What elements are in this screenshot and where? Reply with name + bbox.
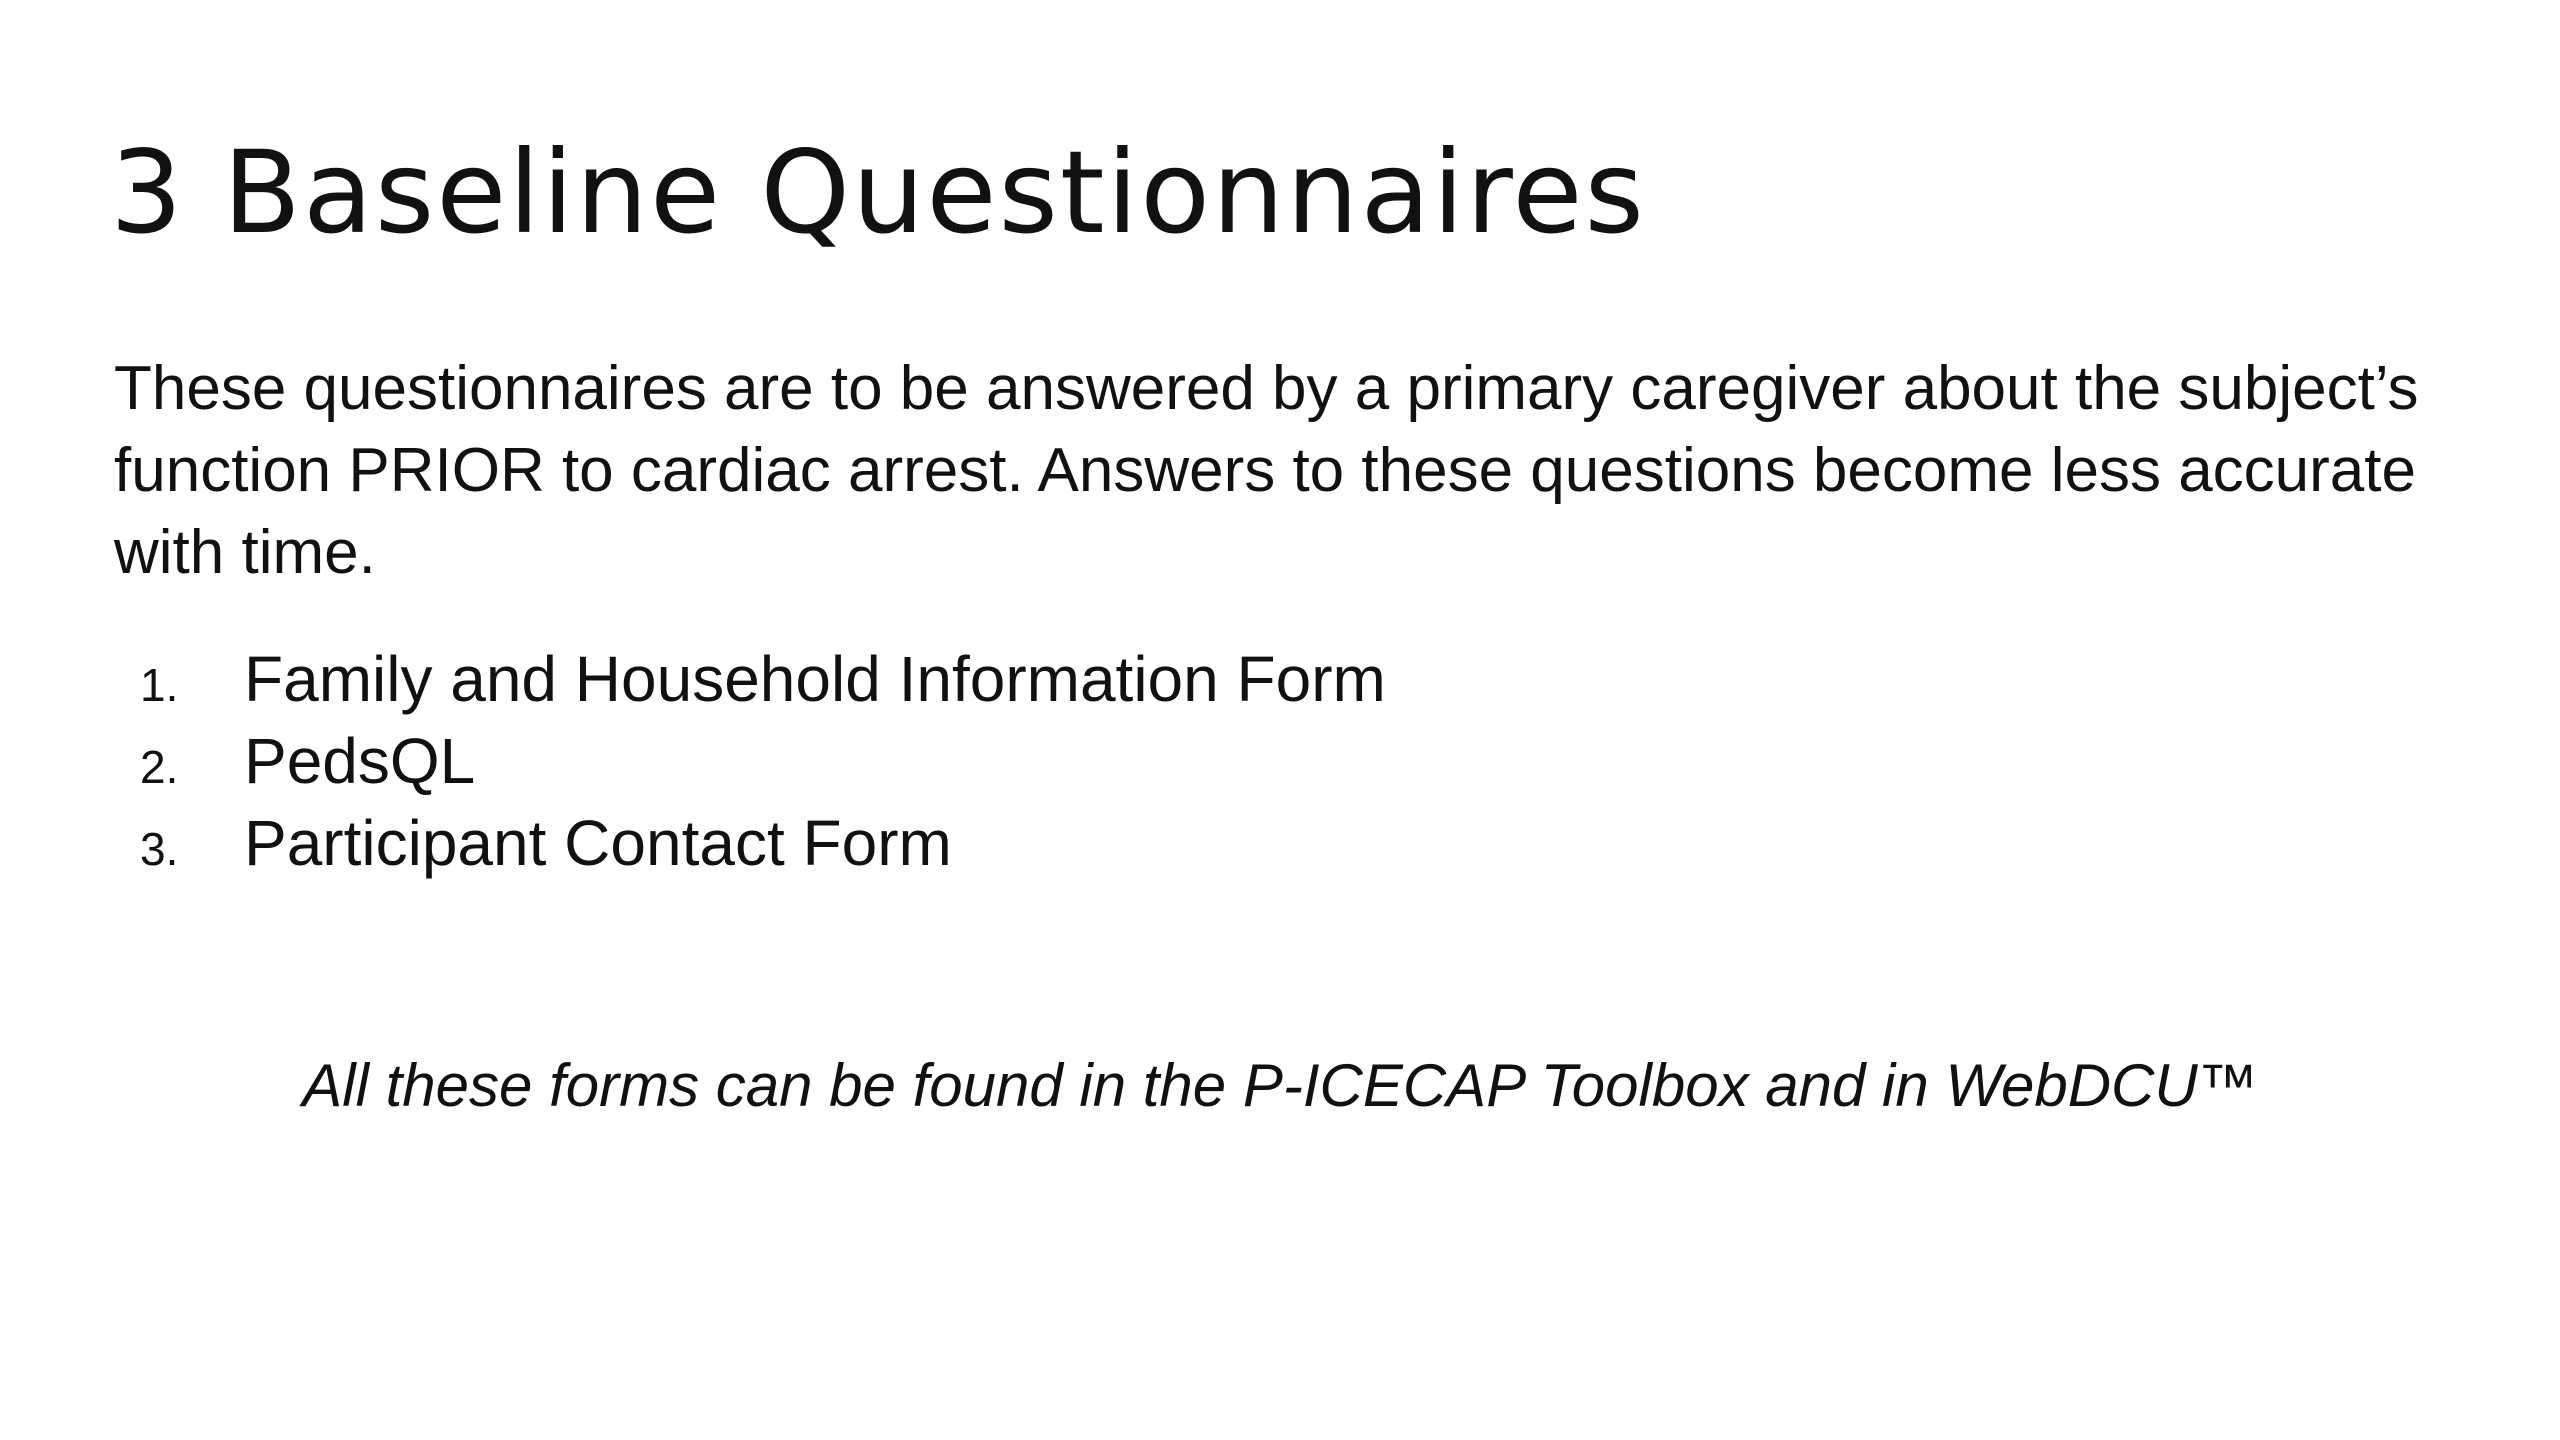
- list-item: [114, 720, 2444, 802]
- footnote: All these forms can be found in the P-ICECAP Toolbox and in WebDCU™: [302, 1052, 2258, 1119]
- list-item-label: Participant Contact Form: [244, 807, 952, 879]
- list-item-number: 1.: [140, 659, 179, 711]
- intro-paragraph: These questionnaires are to be answered by a primary caregiver about the subject’s function PRIOR to cardiac arrest. Answers to these questions become less accurate with time.: [114, 354, 2419, 587]
- list-item-number: 3.: [140, 823, 179, 875]
- forms-list: [114, 638, 2444, 884]
- list-item-label: PedsQL: [244, 725, 476, 797]
- slide-title: 3 Baseline Questionnaires: [110, 126, 1646, 259]
- list-item-label: Family and Household Information Form: [244, 643, 1386, 715]
- list-item: [114, 638, 2444, 720]
- list-item: [114, 802, 2444, 884]
- list-item-number: 2.: [140, 741, 179, 793]
- slide-body: [114, 348, 2444, 884]
